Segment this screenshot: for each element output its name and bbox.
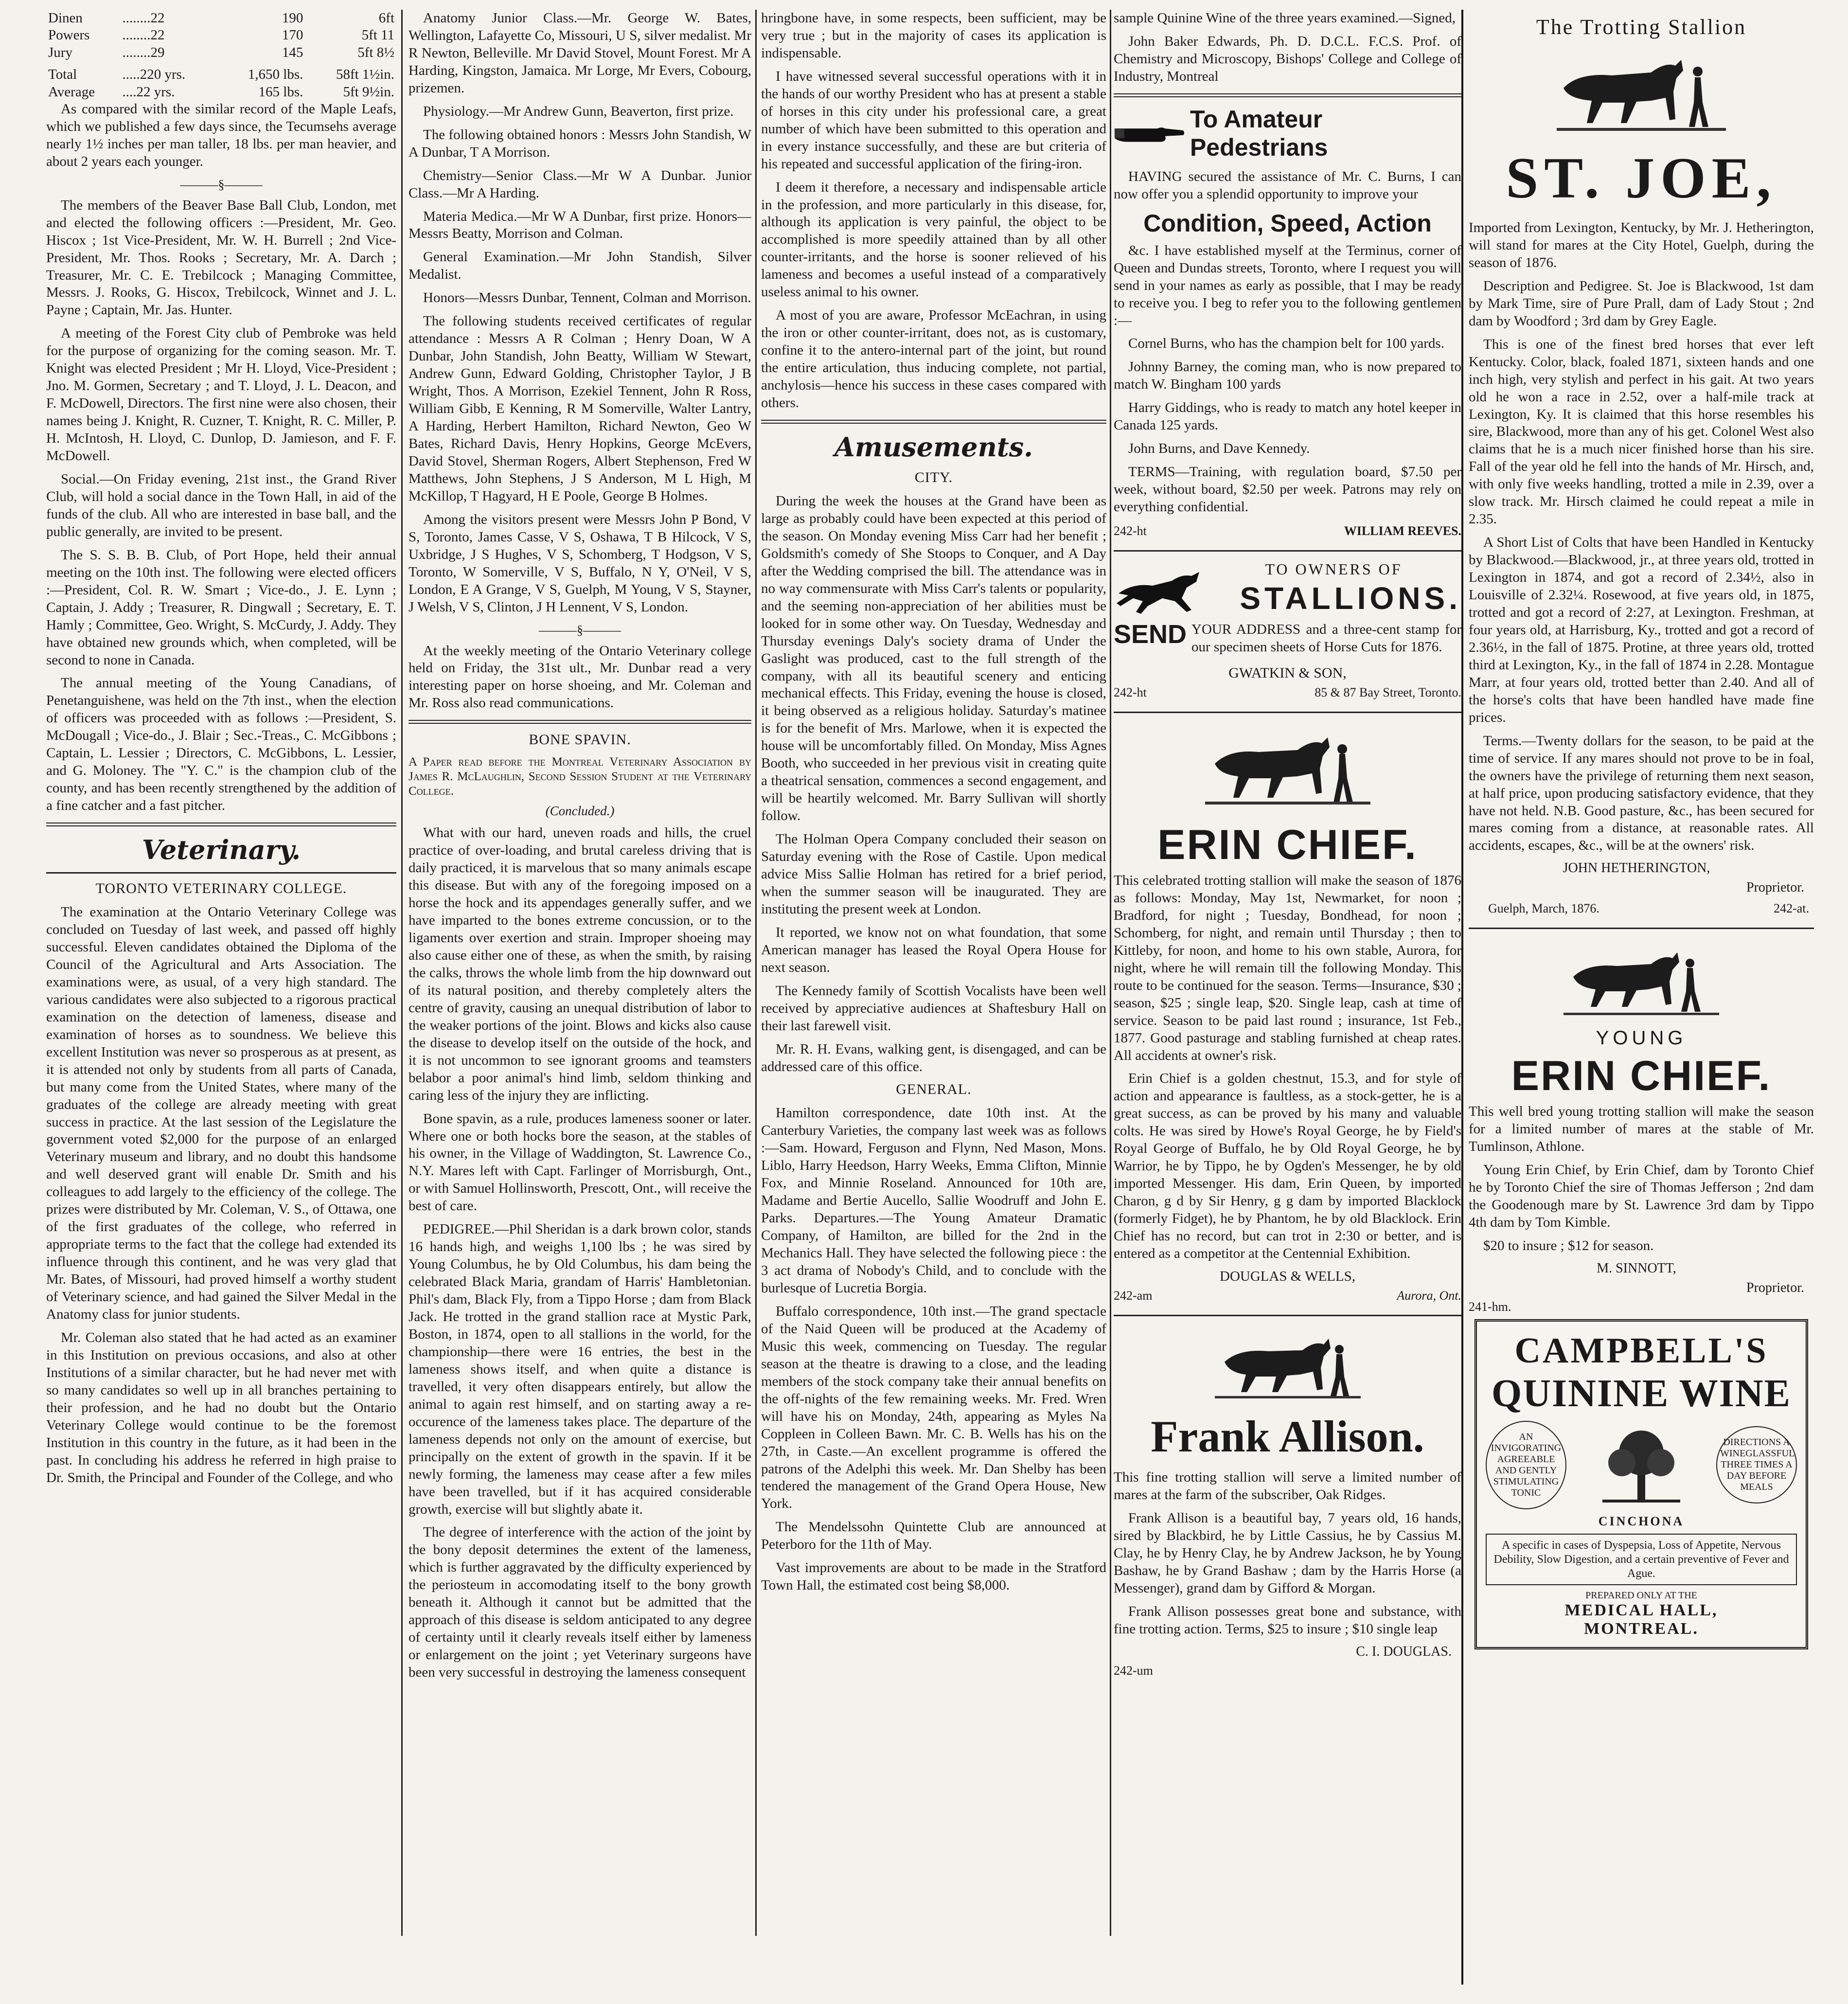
table-cell: Total [48, 67, 77, 83]
table-cell: 145 [282, 44, 303, 60]
subsection-title-city: CITY. [914, 469, 953, 485]
table-cell: 1,650 lbs. [248, 67, 303, 83]
table-cell: 5ft 9½in. [343, 84, 394, 100]
section-title-amusements: Amusements. [835, 431, 1033, 463]
ad-badge: AN INVIGORATING AGREEABLE AND GENTLY STIMULATING TONIC [1486, 1421, 1566, 1509]
paragraph: Terms.—Twenty dollars for the season, to be paid at the time of service. If any mares should not prove to be in foal, the owners have the privilege of returning them next season, at half price, upon producing satisfactory evidence, that they have not held. N.B. Good pasture, &c., has been secured for mares coming from a distance, at reasonable rates. All accidents, escapes, &c., will be at the owners' risk. [1469, 733, 1814, 854]
column-rule [1110, 10, 1111, 1936]
horse-and-groom-illustration-icon [1554, 43, 1729, 141]
divider [46, 823, 396, 826]
table-cell: .....220 yrs. [122, 67, 186, 83]
ad-signature: DOUGLAS & WELLS, [1220, 1268, 1355, 1284]
ad-reference: 242-am [1114, 1288, 1153, 1303]
column-rule [1461, 10, 1463, 1985]
paragraph: HAVING secured the assistance of Mr. C. Burns, I can now offer you a splendid opportunity to improve your [1114, 168, 1461, 202]
column-rule [755, 10, 757, 1936]
horse-and-groom-illustration-icon [1559, 936, 1724, 1023]
paragraph: The annual meeting of the Young Canadians, of Penetanguishene, was held on the 7th inst., when the election of officers was proceeded with as follows :—President, S. McDougall ; Vice-do., J. Blair ; Sec.-Treas., C. McGibbons ; Captain, L. Lessier ; Directors, C. McGibbons, L. Lessier, and G. Moloney. The "Y. C." is the champion club of the county, and has been recently strengthened by the addition of a fine catcher and a fast pitcher. [46, 675, 396, 814]
column-5 [1469, 10, 1814, 1980]
paragraph: Chemistry—Senior Class.—Mr W A Dunbar. Junior Class.—Mr A Harding. [409, 167, 751, 201]
ad-reference: 242-um [1114, 1663, 1153, 1678]
ad-title: STALLIONS. [1240, 581, 1461, 616]
table-cell: Dinen [48, 10, 83, 26]
article-headline: TORONTO VETERINARY COLLEGE. [95, 880, 347, 897]
horse-and-groom-illustration-icon [1205, 1323, 1370, 1406]
paragraph: Erin Chief is a golden chestnut, 15.3, and for style of action and appearance is faultless, as a stock-getter, he is a great success, as can be proved by his many and valuable colts. He was sired by Howe's Royal George, he by Field's Royal George of Buffalo, he by Old Royal George, he by Warrior, he by Tippo, he by Ogden's Messenger, he by old imported Messenger. His dam, Erin Queen, by imported Charon, g d by Sir Henry, g g dam by imported Blacklock (formerly Fidget), he by Phantom, he by old Blacklock. Erin Chief has no record, but can trot in 2:30 or better, and is entered as a competitor at the Centennial Exhibition. [1114, 1071, 1461, 1261]
section-separator: ———§——— [180, 177, 263, 192]
ad-reference: 241-hm. [1469, 1299, 1511, 1314]
ad-reference: 242-ht [1114, 685, 1147, 699]
paragraph: The Kennedy family of Scottish Vocalists have been well received by appreciative audiences at Shaftesbury Hall on their last farewell visit. [761, 983, 1106, 1034]
table-cell: ........29 [122, 44, 165, 60]
column-3 [761, 10, 1106, 1946]
paragraph: Mr. R. H. Evans, walking gent, is disengaged, and can be addressed care of this office. [761, 1041, 1106, 1074]
ad-title: TO OWNERS OF [1265, 560, 1403, 578]
paragraph: During the week the houses at the Grand have been as large as probably could have been expected at this period of the season. On Monday evening Miss Carr had her benefit ; Goldsmith's comedy of She Stoops to Conquer, and A Day after the Wedding comprised the bill. The attendance was in no way commensurate with Miss Carr's talents or popularity, and the seeming non-appreciation of her abilities must be looked for in some other way. On Tuesday, Wednesday and Thursday evenings Daly's society drama of Under the Gaslight was produced, cast to the full strength of the company, with all its beautiful scenery and enticing mechanical effects. This Friday, evening the house is closed, it being observed as a religious holiday. Saturday's matinee is for the benefit of Mrs. Marlowe, when it is expected the house will be uncomfortably filled. On Monday, Miss Agnes Booth, who succeeded in her previous visit in creating quite a theatrical sensation, commences a second engagement, and will be heartily welcomed. Mr. Barry Sullivan will shortly follow. [761, 493, 1106, 824]
ad-description: A specific in cases of Dyspepsia, Loss of Appetite, Nervous Debility, Slow Digestion, and a certain preventive of Fever and Ague. [1486, 1534, 1797, 1585]
paragraph: Among the visitors present were Messrs John P Bond, V S, Toronto, James Casse, V S, Oshawa, T B Hilcock, V S, Uxbridge, J S Hughes, V S, Schomberg, T Hodgson, V S, Toronto, W Somerville, V S, Buffalo, N Y, O'Neil, V S, London, E A Grange, V S, Guelph, M Young, V S, Stayner, J Welsh, V S, Clinton, J H Lennent, V S, London. [409, 511, 751, 615]
table-row [46, 10, 396, 27]
paragraph: Buffalo correspondence, 10th inst.—The grand spectacle of the Naid Queen will be produced at the Academy of Music this week, commencing on Tuesday. The regular season at the theatre is drawing to a close, and the leading members of the stock company take their annual benefits on the off-nights of the few remaining weeks. Mr. Fred. Wren will have his on Monday, 24th, appearing as Myles Na Coppleen in Colleen Bawn. Mr. C. B. Wells has his on the 27th, in Caste.—An excellent programme is offered the patrons of the Adelphi this week. Mr. Dan Shelby has been tendered the management of the Grand Opera House, New York. [761, 1303, 1106, 1512]
ad-signature: M. SINNOTT, [1597, 1260, 1676, 1276]
paragraph: YOUR ADDRESS and a three-cent stamp for our specimen sheets of Horse Cuts for 1876. [1191, 622, 1461, 655]
divider [1469, 928, 1814, 929]
paragraph: The following obtained honors : Messrs John Standish, W A Dunbar, T A Morrison. [409, 126, 751, 160]
ad-signature-title: Proprietor. [1746, 880, 1804, 895]
table-cell: ....22 yrs. [122, 84, 175, 100]
horse-and-groom-illustration-icon [1200, 720, 1375, 817]
divider [761, 420, 1106, 424]
paragraph: This fine trotting stallion will serve a limited number of mares at the farm of the subscriber, Oak Ridges. [1114, 1469, 1461, 1503]
ad-label: CINCHONA [1598, 1514, 1685, 1528]
ad-address: MONTREAL. [1584, 1620, 1699, 1638]
paragraph: Bone spavin, as a rule, produces lameness sooner or later. Where one or both hocks bore the season, at the stables of his owner, in the Village of Waddington, St. Lawrence Co., N.Y. Mares left with Capt. Farlinger of Morrisburgh, Ont., or with Samuel Hollinsworth, Prescott, Ont., will receive the best of care. [409, 1110, 751, 1214]
divider [46, 872, 396, 874]
paragraph: At the weekly meeting of the Ontario Veterinary college held on Friday, the 31st ult., Mr. Dunbar read a very interesting paper on horse shoeing, and Mr. Coleman and Mr. Ross also read communications. [409, 643, 751, 711]
paragraph: What with our hard, uneven roads and hills, the cruel practice of over-loading, and brutal careless driving that is daily practiced, it is marvelous that so many animals escape this disease. But with any of the foregoing imposed on a horse the hock and its appendages generally suffer, and we have imparted to the bones extreme concussion, or to the ligaments over exertion and strain. Improper shoeing may also cause either one of these, as when the smith, by raising the calks, throws the whole limb from the hip downward out of its natural position, and thereby completely alters the centre of gravity, causing an unequal distribution of labor to the weaker portions of the joint. Blows and kicks also cause the disease to develop itself on the outside of the hock, and it is not uncommon to see ignorant grooms and teamsters belabor a poor animal's hind limb, seldom thinking and caring less of the injury they are inflicting. [409, 825, 751, 1103]
paragraph: Social.—On Friday evening, 21st inst., the Grand River Club, will hold a social dance in the Town Hall, in aid of the funds of the club. All who are interested in base ball, and the public generally, are invited to be present. [46, 471, 396, 539]
table-cell: ........22 [122, 10, 165, 26]
cinchona-tree-illustration-icon [1593, 1424, 1690, 1506]
ad-address: 85 & 87 Bay Street, Toronto. [1315, 685, 1461, 699]
paragraph: A meeting of the Forest City club of Pembroke was held for the purpose of organizing for the coming season. Mr. T. Knight was elected President ; Mr H. Lloyd, Vice-President ; Jno. M. Gormen, Secretary ; and T. Lloyd, J. L. Deacon, and F. McDowell, Directors. The first nine were also chosen, their names being J. Knight, R. Cuzner, T. Knight, R. C. Miller, P. H. McIntosh, H. Lloyd, C. Dunlop, D. Jamieson, and F. F. McDowell. [46, 325, 396, 464]
paragraph: &c. I have established myself at the Terminus, corner of Queen and Dundas streets, Toronto, where I request you will send in your names as early as possible, that I may be ready to receive you. I beg to refer you to the following gentlemen :— [1114, 242, 1461, 328]
divider [1114, 712, 1461, 713]
campbells-quinine-wine-ad [1475, 1319, 1808, 1649]
table-cell: Jury [48, 44, 72, 60]
paragraph: As compared with the similar record of the Maple Leafs, which we published a few days since, the Tecumsehs average nearly 1½ inches per man taller, 18 lbs. per man heavier, and about 2 years each younger. [46, 101, 396, 169]
table-cell: 190 [282, 10, 303, 26]
ad-badge: DIRECTIONS A WINEGLASSFUL THREE TIMES A DAY BEFORE MEALS [1716, 1426, 1797, 1503]
column-2 [409, 10, 751, 1946]
article-byline: A Paper read before the Montreal Veterinary Association by James R. McLaughlin, Second Session Student at the Veterinary College. [409, 755, 751, 798]
pointing-hand-icon [1114, 122, 1185, 145]
paragraph: Materia Medica.—Mr W A Dunbar, first prize. Honors—Messrs Beatty, Morrison and Colman. [409, 208, 751, 242]
paragraph: The Mendelssohn Quintette Club are announced at Peterboro for the 11th of May. [761, 1519, 1106, 1553]
ad-address: MEDICAL HALL, [1564, 1601, 1718, 1620]
paragraph: $20 to insure ; $12 for season. [1483, 1238, 1654, 1254]
ad-signature: C. I. DOUGLAS. [1356, 1644, 1452, 1659]
column-rule [401, 10, 403, 1936]
ad-keyword: SEND [1114, 621, 1187, 649]
paragraph: Physiology.—Mr Andrew Gunn, Beaverton, first prize. [423, 103, 734, 119]
table-cell: 5ft 11 [361, 27, 394, 43]
paragraph: Harry Giddings, who is ready to match any hotel keeper in Canada 125 yards. [1114, 400, 1461, 433]
table-row-average [46, 84, 396, 101]
ad-reference: 242-ht [1114, 524, 1147, 538]
paragraph: sample Quinine Wine of the three years examined.—Signed, [1114, 10, 1456, 26]
ad-address: Aurora, Ont. [1397, 1288, 1461, 1303]
table-cell: 165 lbs. [258, 84, 303, 100]
paragraph: Mr. Coleman also stated that he had acted as an examiner in this Institution on previous occasions, and also at other Institutions of a similar character, but he had never met with so many candidates so well up in all branches pertaining to their profession, and he had no doubt but the Ontario Veterinary College would continue to be the foremost Institution in this country in the future, as it had been in the past. In concluding his address he referred in high praise to Dr. Smith, the Principal and Founder of the College, and who [46, 1329, 396, 1485]
paragraph: This is one of the finest bred horses that ever left Kentucky. Color, black, foaled 1871, sixteen hands and one inch high, very stylish and perfect in his gait. At two years old he won a race in 2.52, over a half-mile track at Lexington, Ky. It is claimed that this horse resembles his sire, Blackwood, more than any of his get. Colonel West also claims that he is a much nicer finished horse than his sire. Fall of the year old he fell into the hands of Mr. Hirsch, and, with only five weeks handling, trotted a mile in 2.39, over a slow track. Mr. Hirsch claimed he could repeat a mile in 2.35. [1469, 336, 1814, 527]
paragraph: Frank Allison is a beautiful bay, 7 years old, 16 hands, sired by Blackbird, he by Little Cassius, he by Cassius M. Clay, he by Henry Clay, he by Andrew Jackson, he by Young Bashaw, he by Grand Bashaw ; dam by the Harris Horse (a Messenger), grand dam by Gifford & Morgan. [1114, 1510, 1461, 1596]
paragraph: The Holman Opera Company concluded their season on Saturday evening with the Rose of Castile. Upon medical advice Miss Sallie Holman has retired for a brief period, when the summer season will be inaugurated. They are instituting the present week at London. [761, 831, 1106, 917]
table-cell: 170 [282, 27, 303, 43]
paragraph: The following students received certificates of regular attendance : Messrs A R Colman ; Henry Doan, W A Dunbar, John Standish, John Beatty, William W Stewart, Andrew Gunn, Edward Golding, Christopher Taylor, J B Wright, Thos. A Morrison, Ezekiel Tennent, John R Ross, William Gibb, E Kenning, R M Somerville, Walter Lantry, A Harding, Herbert Hamilton, Richard Newton, Geo W Bates, Richard Davis, Henry Hopkins, George McEvers, David Stovel, Sherman Rogers, Albert Stephenson, Fred W Matthews, John Stephens, J S Anderson, M L High, M McKillop, T Hagyard, H E Poole, George B Holmes. [409, 313, 751, 504]
ad-date: Guelph, March, 1876. [1488, 901, 1599, 916]
table-cell: 5ft 8½ [357, 44, 394, 60]
paragraph: General Examination.—Mr John Standish, Silver Medalist. [409, 249, 751, 283]
divider [1114, 550, 1461, 552]
paragraph: Johnny Barney, the coming man, who is now prepared to match W. Bingham 100 yards [1114, 359, 1461, 393]
paragraph: This celebrated trotting stallion will make the season of 1876 as follows: Monday, May 1st, Newmarket, for noon ; Bradford, for night ; Tuesday, Bondhead, for noon ; Schomberg, for night, and remain until Thursday ; then to Kittleby, for noon, and home to his own stable, Aurora, for night, where he will remain till the following Monday. This route to be continued for the season. Terms—Insurance, $30 ; season, $25 ; single leap, $20. Single leap, cash at time of service. Season to be paid last round ; insurance, 1st Feb., 1877. Good pasturage and stabling furnished at cheap rates. All accidents at owner's risk. [1114, 872, 1461, 1063]
divider [1114, 93, 1461, 97]
paragraph: Description and Pedigree. St. Joe is Blackwood, 1st dam by Mark Time, sire of Pure Prall, dam of Lady Stout ; 2nd dam by Woodford ; 3rd dam by Grey Eagle. [1469, 278, 1814, 329]
ad-title-st-joe: ST. JOE, [1506, 145, 1777, 210]
paragraph: Cornel Burns, who has the champion belt for 100 yards. [1128, 336, 1444, 352]
running-horse-icon [1114, 559, 1206, 618]
section-title-veterinary: Veterinary. [142, 834, 301, 866]
table-row [46, 27, 396, 44]
table-cell: 6ft [378, 10, 394, 26]
ad-title-young-erin-chief: ERIN CHIEF. [1511, 1053, 1772, 1100]
ad-signature: WILLIAM REEVES. [1344, 524, 1461, 538]
table-cell: ........22 [122, 27, 165, 43]
ad-headline-pedestrians [1114, 105, 1461, 161]
ad-label: PREPARED ONLY AT THE [1585, 1590, 1697, 1601]
ad-title-erin-chief: ERIN CHIEF. [1157, 821, 1418, 868]
paragraph: This well bred young trotting stallion will make the season for a limited number of mares at the stable of Mr. Tumlinson, Athlone. [1469, 1104, 1814, 1155]
ad-title: The Trotting Stallion [1536, 15, 1747, 39]
article-continuation-note: (Concluded.) [545, 804, 615, 819]
table-cell: Average [48, 84, 95, 100]
paragraph: hringbone have, in some respects, been sufficient, may be very true ; but in the majority of cases its application is indispensable. [761, 10, 1106, 61]
table-row [46, 44, 396, 61]
paragraph: PEDIGREE.—Phil Sheridan is a dark brown color, stands 16 hands high, and weighs 1,100 lbs ; he was sired by Young Columbus, he by Old Columbus, his dam being the celebrated Black Maria, grandam of Harris' Hambletonian. Phil's dam, Black Fly, from a Tippo Horse ; dam from Black Jack. He trotted in the grand stallion race at Mystic Park, Boston, in 1874, open to all stallions in the world, for the championship—there were 16 entries, the best in the lameness shows itself, and when quite a distance is travelled, it very often disappears entirely, but allow the animal to again rest himself, and on starting away a re-occurence of the lameness takes place. The departure of the lameness depends not only on the amount of exercise, but principally on the extent of growth in the spavin. If it be newly forming, the lameness may cease after a few miles have been travelled, but if it has acquired considerable growth, exercise will but slightly abate it. [409, 1221, 751, 1517]
column-4 [1114, 10, 1461, 1946]
paragraph: The degree of interference with the action of the joint by the bony deposit determines the extent of the lameness, which is further aggravated by the difficulty experienced by the periosteum in accomodating itself to the bony growth beneath it. Although it cannot but be admitted that the approach of this disease is seldom anticipated to any degree of certainty until it clearly reveals itself either by lameness or enlargement on the joint ; yet Veterinary surgeons have been very successful in destroying the lameness consequent [409, 1524, 751, 1681]
paragraph: A Short List of Colts that have been Handled in Kentucky by Blackwood.—Blackwood, jr., at three years old, trotted in Lexington in 1874, and got a record of 2.34½, also in Louisville of 2.32¼. Rosewood, at five years old, in 1875, trotted and got a record of 2:27, at Lexington. Freshman, at four years old, at Harrisburg, Ky., trotted and got a record of 2.36½, in the fall of 1875. Protine, at three years old, trotted third at Lexington, Ky., in the fall of 1874 in 2.28. Montague Marr, at four years old, trotted better than 2.40. And all of the horse's colts that have been handled have made fine prices. [1469, 535, 1814, 725]
paragraph: The S. S. B. B. Club, of Port Hope, held their annual meeting on the 10th inst. The following were elected officers :—President, Col. R. W. Smart ; Vice-do., J. E. Lynn ; Captain, J. Addy ; Treasurer, R. Dingwall ; Secretary, E. T. Hamly ; Committee, Geo. Wright, S. McCurdy, J. Addy. They have obtained new grounds which, when completed, will be second to none in Canada. [46, 547, 396, 668]
ad-owners-of-stallions [1114, 558, 1461, 618]
ad-title: To Amateur Pedestrians [1190, 105, 1328, 161]
ad-signature-title: Proprietor. [1746, 1280, 1804, 1295]
ad-signature: JOHN HETHERINGTON, [1563, 860, 1710, 876]
table-cell: Powers [48, 27, 90, 43]
paragraph: I deem it therefore, a necessary and indispensable article in the profession, and more particularly in this disease, for, although its application is very painful, the object to be accomplished is more speedily attained than by all other counter-irritants, and the horse is sooner relieved of his lameness and becomes a useful instead of a comparatively useless animal to his owner. [761, 179, 1106, 300]
ad-title-frank-allison: Frank Allison. [1151, 1411, 1424, 1461]
paragraph: John Burns, and Dave Kennedy. [1128, 441, 1310, 457]
table-row-total [46, 61, 396, 83]
subsection-title-general: GENERAL. [896, 1081, 972, 1098]
section-separator: ———§——— [539, 623, 621, 637]
table-cell: 58ft 1½in. [336, 67, 394, 83]
divider [409, 720, 751, 724]
ad-title: CAMPBELL'S [1514, 1330, 1768, 1371]
paragraph: Vast improvements are about to be made in the Stratford Town Hall, the estimated cost being $8,000. [761, 1560, 1106, 1593]
paragraph: Frank Allison possesses great bone and substance, with fine trotting action. Terms, $25 to insure ; $10 single leap [1114, 1603, 1461, 1637]
divider [1114, 1315, 1461, 1316]
paragraph: The examination at the Ontario Veterinary College was concluded on Tuesday of last week, and passed off highly successful. Eleven candidates obtained the Diploma of the Council of the Agricultural and Arts Association. The examinations were, as usual, of a very high standard. The various candidates were also subjected to a rigorous practical examination on the detection of lameness, disease and examination of horses as to soundness. We believe this excellent Institution was never so prosperous as at present, as it is attended not only by students from all parts of Canada, but many come from the United States, where many of the graduates of the college are already meeting with great success in practice. At the last session of the Legislature the government voted $2,000 for the purpose of an enlarged Veterinary museum and library, and no doubt this handsome and well deserved grant will enable Dr. Smith and his colleagues to add largely to the efficiency of the college. The prizes were distributed by Mr. Coleman, V. S., of Ottawa, one of the first graduates of the college, who referred in appropriate terms to the fact that the college had extended its influence through this continent, and he was very glad that Mr. Bates, of Missouri, had proved himself a worthy student of Veterinary science, and had gained the Silver Medal in the Anatomy class for junior students. [46, 904, 396, 1323]
testimonial-signature: John Baker Edwards, Ph. D. D.C.L. F.C.S. Prof. of Chemistry and Microscopy, Bishops' College and College of Industry, Montreal [1114, 33, 1461, 84]
paragraph: I have witnessed several successful operations with it in the hands of our worthy President who has at present a stable of horses in this city under his professional care, a great number of which have been submitted to this operation and in every instance successfully, and these are but criteria of his repeated and successful application of the firing-iron. [761, 68, 1106, 172]
paragraph: TERMS—Training, with regulation board, $7.50 per week, without board, $2.50 per week. Patrons may rely on everything confidential. [1114, 464, 1461, 515]
paragraph: Anatomy Junior Class.—Mr. George W. Bates, Wellington, Lafayette Co, Missouri, U S, silver medalist. Mr R Newton, Belleville. Mr David Stovel, Mount Forest. Mr A Harding, Kingston, Jamaica. Mr Lorge, Mr Evers, Cobourg, prizemen. [409, 10, 751, 96]
paragraph: Imported from Lexington, Kentucky, by Mr. J. Hetherington, will stand for mares at the City Hotel, Guelph, during the season of 1876. [1469, 220, 1814, 270]
paragraph: A most of you are aware, Professor McEachran, in using the iron or other counter-irritant, does not, as is customary, confine it to the antero-internal part of the joint, but round the entire articulation, thus inducing complete, not partial, anchylosis—hence his success in these cases compared with others. [761, 307, 1106, 411]
ad-signature: GWATKIN & SON, [1228, 664, 1347, 681]
paragraph: Young Erin Chief, by Erin Chief, dam by Toronto Chief he by Toronto Chief the sire of Thomas Jefferson ; 2nd dam the Goodenough mare by St. Lawrence 3rd dam by Tippo 4th dam by Tom Kimble. [1469, 1162, 1814, 1231]
paragraph: The members of the Beaver Base Ball Club, London, met and elected the following officers :—President, Mr. Geo. Hiscox ; 1st Vice-President, Mr. W. H. Burrell ; 2nd Vice-President, Mr. Thos. Rooks ; Secretary, Mr. A. Darch ; Treasurer, Mr. C. E. Trebilcock ; Managing Committee, Messrs. J. Rooks, G. Hiscox, Trebilcock, Winnet and J. L. Payne ; Captain, Mr. Jas. Hunter. [46, 197, 396, 318]
ad-title: QUININE WINE [1492, 1372, 1791, 1415]
ad-title: YOUNG [1596, 1027, 1687, 1049]
article-headline: BONE SPAVIN. [529, 732, 631, 748]
height-weight-table [46, 10, 396, 101]
paragraph: It reported, we know not on what foundation, that some American manager has leased the Royal Opera House for next season. [761, 924, 1106, 975]
paragraph: Honors—Messrs Dunbar, Tennent, Colman and Morrison. [423, 290, 751, 306]
ad-subhead: Condition, Speed, Action [1143, 209, 1432, 237]
ad-reference: 242-at. [1774, 901, 1809, 916]
paragraph: Hamilton correspondence, date 10th inst. At the Canterbury Varieties, the company last week was as follows :—Sam. Howard, Ferguson and Flynn, Ned Mason, Mons. Liblo, Harry Heedson, Harry Weeks, Emma Clifton, Minnie Fox, and Minnie Roseland. Announced for 10th are, Madame and Bertie Aucello, Sallie Woodruff and John E. Parks. Departures.—The Young Amateur Dramatic Company, of Hamilton, are billed for the 2nd in the Mechanics Hall. They have selected the following piece : the 3 act drama of Nobody's Child, and to conclude with the burlesque of Lucretia Borgia. [761, 1105, 1106, 1296]
column-1 [46, 10, 396, 1946]
